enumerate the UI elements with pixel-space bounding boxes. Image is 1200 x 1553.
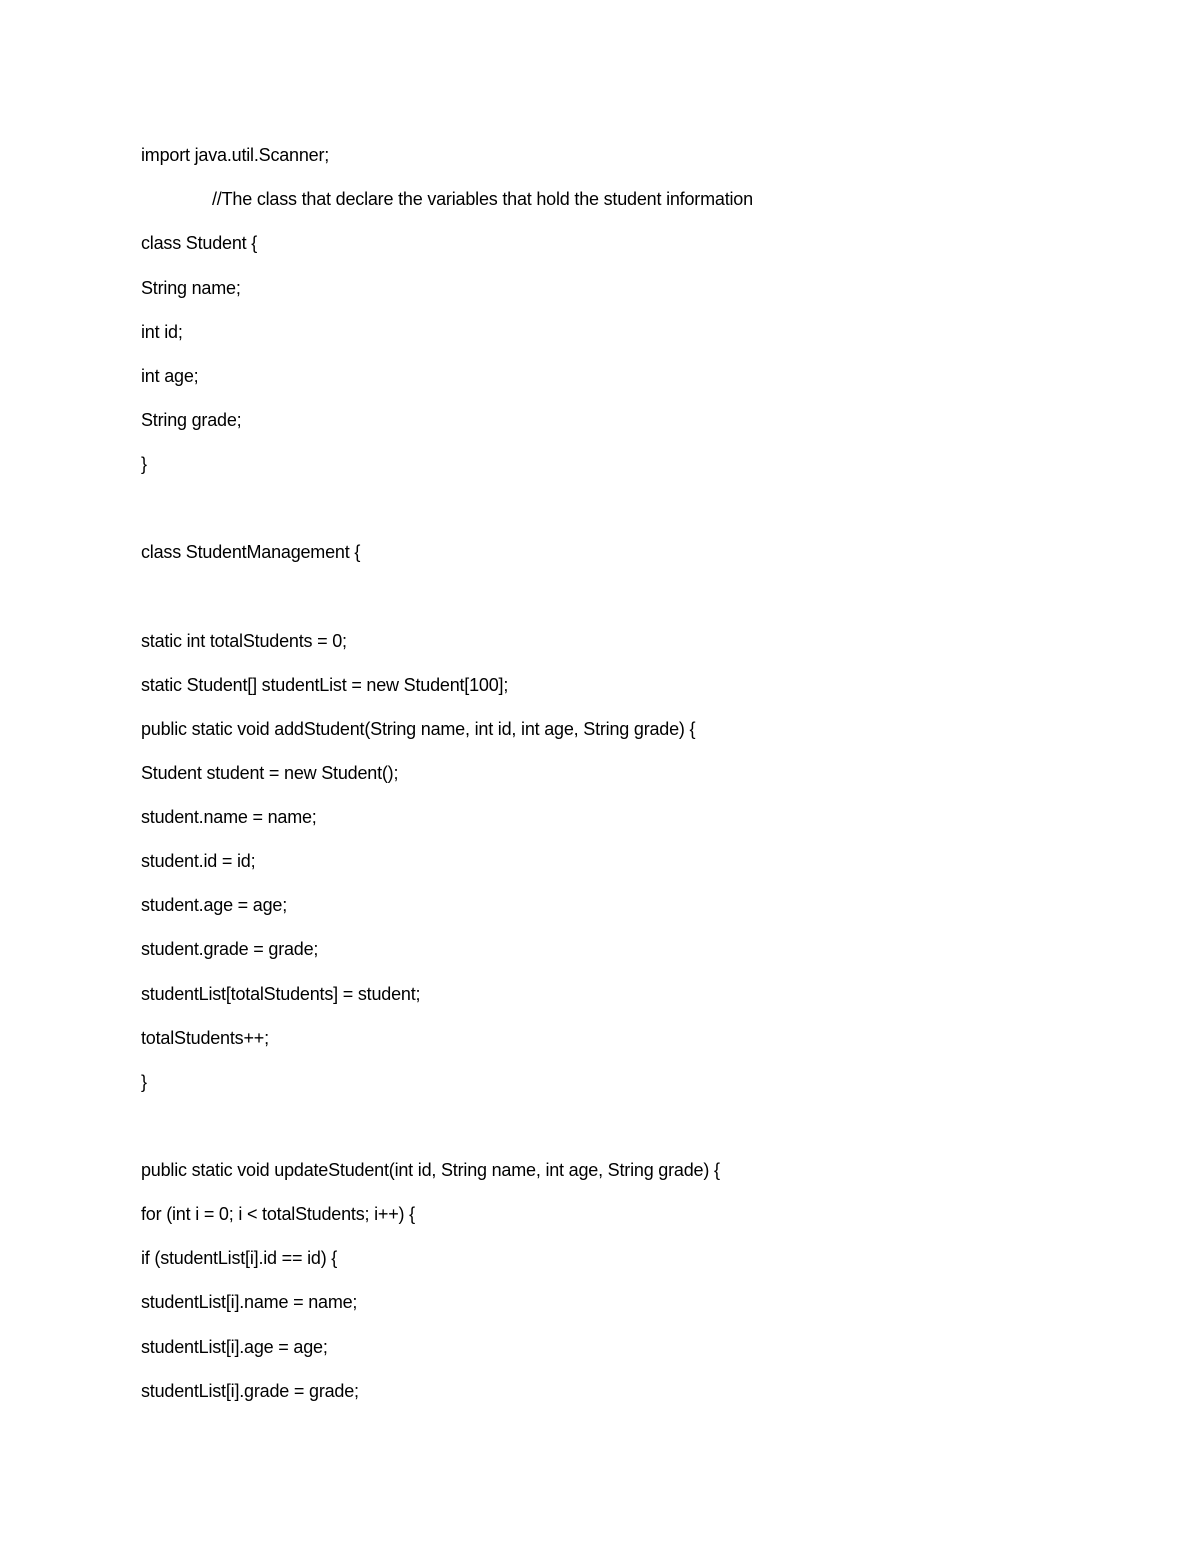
code-line-update-student-signature: public static void updateStudent(int id, String name, int age, String grade) { [141, 1160, 720, 1180]
code-line-assign-id: student.id = id; [141, 851, 256, 871]
code-line-add-student-signature: public static void addStudent(String name, int id, int age, String grade) { [141, 719, 696, 739]
code-line-total-students: static int totalStudents = 0; [141, 631, 347, 651]
code-line-close-add: } [141, 1072, 147, 1092]
code-line-id-field: int id; [141, 322, 183, 342]
code-line-assign-grade: student.grade = grade; [141, 939, 319, 959]
code-line-store-student: studentList[totalStudents] = student; [141, 984, 421, 1004]
code-line-for-loop: for (int i = 0; i < totalStudents; i++) { [141, 1204, 415, 1224]
code-line-close-student: } [141, 454, 147, 474]
code-line-update-grade: studentList[i].grade = grade; [141, 1381, 359, 1401]
code-line-age-field: int age; [141, 366, 199, 386]
code-line-comment: //The class that declare the variables that hold the student information [212, 189, 753, 209]
code-line-import: import java.util.Scanner; [141, 145, 330, 165]
code-line-class-student: class Student { [141, 233, 258, 253]
code-line-update-name: studentList[i].name = name; [141, 1292, 358, 1312]
code-line-student-list: static Student[] studentList = new Student[100]; [141, 675, 509, 695]
code-line-grade-field: String grade; [141, 410, 242, 430]
code-line-class-management: class StudentManagement { [141, 542, 361, 562]
code-line-new-student: Student student = new Student(); [141, 763, 399, 783]
code-line-assign-name: student.name = name; [141, 807, 317, 827]
code-line-name-field: String name; [141, 278, 241, 298]
code-line-increment-total: totalStudents++; [141, 1028, 269, 1048]
code-line-update-age: studentList[i].age = age; [141, 1337, 328, 1357]
code-line-if-id-match: if (studentList[i].id == id) { [141, 1248, 338, 1268]
code-line-assign-age: student.age = age; [141, 895, 288, 915]
